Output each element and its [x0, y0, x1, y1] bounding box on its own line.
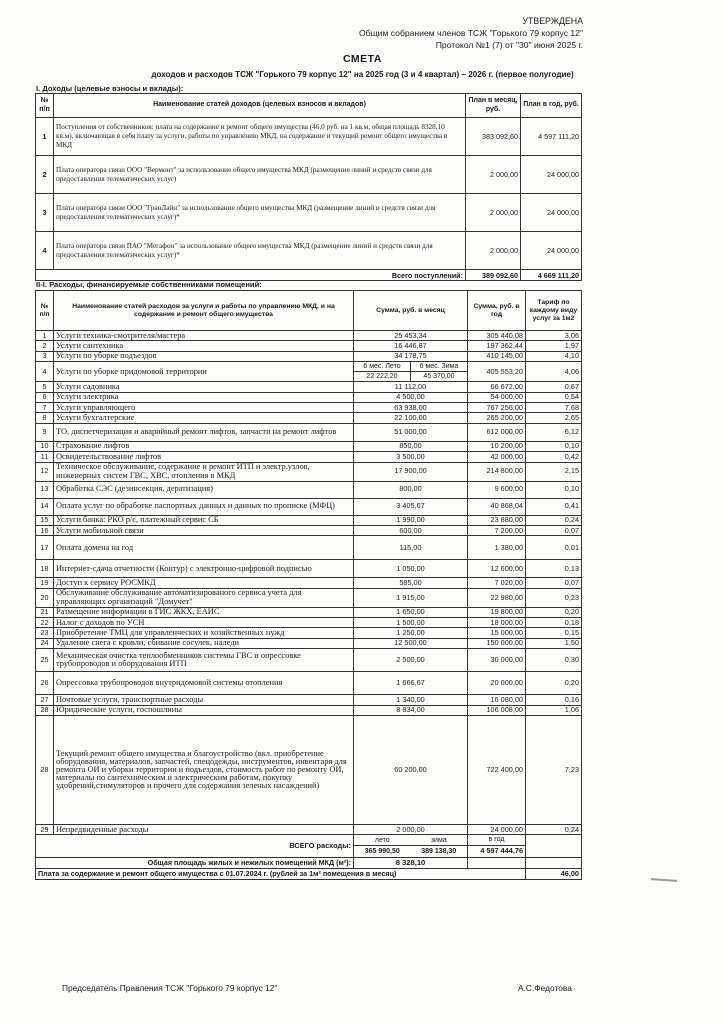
total-winter-label: зима	[430, 836, 447, 844]
expense-number: 16	[36, 525, 54, 535]
expense-number: 19	[36, 578, 54, 588]
total-year-label: в год	[468, 835, 526, 845]
expense-tariff: 0,42	[526, 452, 582, 462]
expense-tariff: 7,23	[526, 716, 582, 825]
table-row	[36, 452, 582, 462]
expense-number: 5	[36, 382, 54, 392]
expense-month: 11 112,00	[354, 382, 468, 392]
expense-number: 22	[36, 618, 54, 628]
expense-name: Размещение информации в ГИС ЖКХ, ЕАИС	[54, 607, 354, 617]
expense-number: 25	[36, 649, 54, 672]
table-row	[36, 628, 582, 638]
expense-year: 30 000,00	[468, 649, 526, 672]
table-row	[36, 382, 582, 392]
expense-number: 20	[36, 588, 54, 607]
table-row: 3 Плата оператора связи ООО "ГранЛайн" за использование общего имущества МКД (размещение линий и средств связи для предоставления телематических услуг)* 2 000,00 24 000,00	[36, 194, 582, 232]
expense-year: 54 000,00	[468, 392, 526, 402]
expense-year: 23 880,00	[468, 515, 526, 525]
document-title: СМЕТА	[342, 53, 383, 65]
table-row	[36, 536, 582, 560]
expense-tariff: 2,65	[526, 413, 582, 423]
table-row	[36, 498, 582, 515]
expense-number: 3	[36, 351, 54, 361]
table-row	[36, 341, 582, 351]
expense-name: Услуги банка: РКО р/с, платежный сервис СБ	[54, 515, 354, 525]
table-row	[36, 331, 582, 341]
expense-name: ТО, диспетчеризация и аварийный ремонт лифтов, запчасти на ремонт лифтов	[54, 423, 354, 441]
expense-month: 1 666,67	[354, 672, 468, 695]
expense-month: 17 900,00	[354, 462, 468, 481]
table-row	[36, 560, 582, 578]
income-section-title: I. Доходы (целевые взносы и вклады):	[36, 84, 184, 93]
table-row	[36, 481, 582, 498]
expense-number: 12	[36, 462, 54, 481]
approval-line2: Протокол №1 (7) от "30" июня 2025 г.	[435, 40, 583, 50]
month-split-cell	[354, 362, 468, 382]
table-row	[36, 716, 582, 825]
expense-tariff: 0,24	[526, 825, 582, 835]
expense-number: 28	[36, 716, 54, 825]
income-item-name: Плата оператора связи ООО "Вермонт" за использование общего имущества МКД (размещение линий и средств связи для предоставления телематических услуг)	[54, 156, 466, 194]
income-header-name: Наименование статей доходов (целевых взносов и вкладов)	[54, 94, 466, 118]
expense-year: 42 000,00	[468, 452, 526, 462]
expense-year: 305 440,08	[468, 331, 526, 341]
expense-month: 22 100,00	[354, 413, 468, 423]
expense-tariff: 7,68	[526, 402, 582, 412]
expense-year: 405 553,20	[468, 362, 526, 382]
summer-value: 22 222,20	[366, 373, 398, 381]
expense-name: Опрессовка трубопроводов внутридомовой системы отопления	[54, 672, 354, 695]
expense-month: 25 453,34	[354, 331, 468, 341]
expense-name: Оплата услуг по обработке паспортных данных и данных по прописке (МФЦ)	[54, 498, 354, 515]
expense-month: 1 050,00	[354, 560, 468, 578]
expense-name: Текущий ремонт общего имущества и благоустройство (вкл. приобретение оборудования, материалов, запчастей, спецодежды, инструментов, инвентаря для ремонта ОИ и уборки территории и подъездов, стоимость работ по ремонту ОИ, материалы по сантехническим и электрическим работам, покупку удобрений,стимуляторов и прочего для содержания зеленых насаждений)	[54, 716, 354, 825]
expense-year: 22 980,00	[468, 588, 526, 607]
expense-number: 4	[36, 362, 54, 382]
expense-name: Обслуживание обслуживание автоматизированого сервиса учета для управляющих организаций "Домучет"	[54, 588, 354, 607]
expense-month: 115,00	[354, 536, 468, 560]
expense-month: 1 250,00	[354, 628, 468, 638]
expense-name: Услуги по уборке подъездов	[54, 351, 354, 361]
table-row	[36, 413, 582, 423]
expense-year: 16 080,00	[468, 695, 526, 705]
expense-tariff: 1,06	[526, 705, 582, 715]
expense-number: 11	[36, 452, 54, 462]
income-item-name: Плата оператора связи ПАО "Мегафон" за использование общего имущества МКД (размещение линий и средств связи для предоставления телематических услуг)*	[54, 232, 466, 270]
fee-value: 46,00	[526, 868, 582, 879]
expense-number: 21	[36, 607, 54, 617]
table-row	[36, 462, 582, 481]
expense-tariff: 6,12	[526, 423, 582, 441]
approval-line1: Общим собранием членов ТСЖ "Горького 79 корпус 12"	[359, 28, 583, 38]
expense-name: Услуги управляющего	[54, 402, 354, 412]
expense-tariff: 0,10	[526, 481, 582, 498]
expense-tariff: 0,10	[526, 441, 582, 451]
expense-name: Услуги сантехника	[54, 341, 354, 351]
expense-month: 1 650,00	[354, 607, 468, 617]
expense-month: 1 990,00	[354, 515, 468, 525]
expense-month: 2 000,00	[354, 825, 468, 835]
expense-name: Техническое обслуживание, содержание и ремонт ИТП и электр.узлов, инженерных систем ГВС, ХВС, отопления в МКД	[54, 462, 354, 481]
expense-month: 1 915,00	[354, 588, 468, 607]
winter-label: 6 мес. Зима	[410, 362, 467, 371]
winter-value: 45 370,00	[410, 372, 467, 381]
expense-number: 13	[36, 481, 54, 498]
expense-number: 18	[36, 560, 54, 578]
expense-month: 1 340,00	[354, 695, 468, 705]
expense-number: 17	[36, 536, 54, 560]
approval-title: УТВЕРЖДЕНА	[522, 16, 583, 26]
expense-tariff: 0,13	[526, 560, 582, 578]
expense-year: 66 672,00	[468, 382, 526, 392]
expense-tariff: 0,20	[526, 672, 582, 695]
expense-tariff: 0,54	[526, 392, 582, 402]
table-row: 1 Поступления от собственников: плата на содержание и ремонт общего имущества (46,0 руб. на 1 кв.м, общая площадь 8328,10 кв.м), включающая в себя плату за услуги, работы по управлению МКД, на содержание и текущий ремонт общего имущества в МКД 383 092,60 4 597 111,20	[36, 118, 582, 156]
expense-tariff: 0,67	[526, 382, 582, 392]
income-total-month: 389 092,60	[466, 270, 521, 281]
expense-name: Услуги по уборке придомовой территории	[54, 362, 354, 382]
table-row	[36, 423, 582, 441]
income-total-label: Всего поступлений:	[36, 270, 466, 281]
summer-label: 6 мес. Лето	[363, 363, 401, 371]
expense-month: 34 178,75	[354, 351, 468, 361]
total-year-value: 4 597 444,76	[468, 845, 526, 857]
expense-number: 2	[36, 341, 54, 351]
expense-year: 1 380,00	[468, 536, 526, 560]
expenses-total-label: ВСЕГО расходы:	[36, 835, 354, 857]
expense-number: 1	[36, 331, 54, 341]
expense-tariff: 0,16	[526, 695, 582, 705]
expense-tariff: 4,10	[526, 351, 582, 361]
expenses-header-no: № п/п	[36, 291, 54, 331]
expense-tariff: 0,30	[526, 649, 582, 672]
expense-tariff: 0,23	[526, 588, 582, 607]
expense-year: 12 600,00	[468, 560, 526, 578]
expense-number: 9	[36, 423, 54, 441]
expense-number: 23	[36, 628, 54, 638]
expense-tariff: 0,01	[526, 536, 582, 560]
expense-name: Оплата домена на год	[54, 536, 354, 560]
expense-tariff: 3,06	[526, 331, 582, 341]
table-row	[36, 638, 582, 648]
area-label: Общая площадь жилых и нежилых помещений МКД (м²):	[36, 857, 354, 868]
expense-year: 18 000,00	[468, 618, 526, 628]
expense-number: 6	[36, 392, 54, 402]
expense-number: 29	[36, 825, 54, 835]
expense-name: Страхование лифтов	[54, 441, 354, 451]
table-row	[36, 515, 582, 525]
expense-name: Почтовые услуги, транспортные расходы	[54, 695, 354, 705]
expense-year: 15 000,00	[468, 628, 526, 638]
expense-month: 3 500,00	[354, 452, 468, 462]
expense-name: Услуги садовника	[54, 382, 354, 392]
expense-month: 63 938,00	[354, 402, 468, 412]
fee-label: Плата за содержание и ремонт общего имущества с 01.07.2024 г. (рублей за 1м² помещения в месяц)	[36, 868, 526, 879]
expense-tariff: 0,07	[526, 525, 582, 535]
document-subtitle: доходов и расходов ТСЖ "Горького 79 корпус 12" на 2025 год (3 и 4 квартал) – 2026 г. (первое полугодие)	[151, 70, 574, 79]
expense-month: 850,00	[354, 441, 468, 451]
table-row	[36, 362, 582, 382]
expense-year: 722 400,00	[468, 716, 526, 825]
expense-year: 19 800,00	[468, 607, 526, 617]
expense-tariff: 1,50	[526, 638, 582, 648]
table-row	[36, 672, 582, 695]
expense-number: 14	[36, 498, 54, 515]
income-item-name: Плата оператора связи ООО "ГранЛайн" за использование общего имущества МКД (размещение линий и средств связи для предоставления телематических услуг)*	[54, 194, 466, 232]
expense-month: 60 200,00	[354, 716, 468, 825]
expense-name: Интернет-сдача отчетности (Контур) с электронно-цифровой подписью	[54, 560, 354, 578]
expense-year: 767 256,00	[468, 402, 526, 412]
expense-name: Обработка СЭС (дезинсекция, дератизация)	[54, 481, 354, 498]
expense-name: Услуги электрика	[54, 392, 354, 402]
expense-year: 106 008,00	[468, 705, 526, 715]
income-total-row	[36, 270, 582, 281]
expenses-header-month: Сумма, руб. в месяц	[354, 291, 468, 331]
expense-year: 214 800,00	[468, 462, 526, 481]
table-row	[36, 825, 582, 835]
table-row: 4 Плата оператора связи ПАО "Мегафон" за использование общего имущества МКД (размещение линий и средств связи для предоставления телематических услуг)* 2 000,00 24 000,00	[36, 232, 582, 270]
expense-year: 40 868,04	[468, 498, 526, 515]
table-row	[36, 588, 582, 607]
expense-year: 20 000,00	[468, 672, 526, 695]
expenses-header-year: Сумма, руб. в год	[468, 291, 526, 331]
expense-month: 585,00	[354, 578, 468, 588]
total-summer-label: лето	[374, 836, 390, 844]
table-row: 2 Плата оператора связи ООО "Вермонт" за использование общего имущества МКД (размещение линий и средств связи для предоставления телематических услуг) 2 000,00 24 000,00	[36, 156, 582, 194]
expense-tariff: 0,20	[526, 607, 582, 617]
expense-name: Непредвиденные расходы	[54, 825, 354, 835]
expense-name: Доступ к сервису РОСМКД	[54, 578, 354, 588]
table-row	[36, 402, 582, 412]
expense-number: 27	[36, 695, 54, 705]
expense-number: 7	[36, 402, 54, 412]
area-value: 8 328,10	[354, 857, 468, 868]
table-row	[36, 351, 582, 361]
table-row	[36, 649, 582, 672]
footer-signatory: А.С.Федотова	[518, 983, 572, 993]
expense-month: 12 500,00	[354, 638, 468, 648]
table-row	[36, 441, 582, 451]
expense-number: 10	[36, 441, 54, 451]
expenses-section-title: II-I. Расходы, финансируемые собственниками помещений:	[36, 280, 262, 289]
expense-month: 1 500,00	[354, 618, 468, 628]
expense-year: 9 600,00	[468, 481, 526, 498]
income-header-year: План в год, руб.	[521, 94, 582, 118]
expense-month: 16 446,87	[354, 341, 468, 351]
income-header-month: План в месяц, руб.	[466, 94, 521, 118]
total-summer-value: 365 990,50	[364, 847, 400, 855]
expense-year: 150 000,00	[468, 638, 526, 648]
footer-chairman: Председатель Правления ТСЖ "Горького 79 корпус 12"	[62, 983, 278, 993]
expense-name: Услуги бухгалтерские	[54, 413, 354, 423]
expense-number: 8	[36, 413, 54, 423]
table-row	[36, 607, 582, 617]
table-row	[36, 705, 582, 715]
expense-tariff: 0,15	[526, 628, 582, 638]
expenses-header-tariff: Тариф по каждому виду услуг за 1м2	[526, 291, 582, 331]
expense-name: Механическая очистка теплообменников системы ГВС и опрессовке трубопроводов и оборудования ИТП	[54, 649, 354, 672]
expenses-header-name: Наименование статей расходов за услуги и работы по управлению МКД, и на содержание и ремонт общего имущества	[54, 291, 354, 331]
income-header-no: № п/п	[36, 94, 54, 118]
expense-name: Налог с доходов по УСН	[54, 618, 354, 628]
expense-year: 265 200,00	[468, 413, 526, 423]
approval-block	[283, 15, 583, 51]
table-row	[36, 695, 582, 705]
expense-year: 612 000,00	[468, 423, 526, 441]
expense-year: 24 000,00	[468, 825, 526, 835]
table-row	[36, 525, 582, 535]
income-total-year: 4 669 111,20	[521, 270, 582, 281]
expense-tariff: 0,07	[526, 578, 582, 588]
expense-month: 8 834,00	[354, 705, 468, 715]
expense-month: 800,00	[354, 481, 468, 498]
expense-number: 26	[36, 672, 54, 695]
expense-tariff: 0,41	[526, 498, 582, 515]
expense-tariff: 0,24	[526, 515, 582, 525]
expense-name: Приобретение ТМЦ для управленческих и хозяйственных нужд	[54, 628, 354, 638]
expense-month: 2 500,00	[354, 649, 468, 672]
expense-tariff: 4,06	[526, 362, 582, 382]
expense-name: Услуги мобильной связи	[54, 525, 354, 535]
expense-month: 51 000,00	[354, 423, 468, 441]
expense-name: Услуги техника-смотрителя/мастера	[54, 331, 354, 341]
table-row	[36, 618, 582, 628]
expense-month: 600,00	[354, 525, 468, 535]
expense-tariff: 1,97	[526, 341, 582, 351]
expense-year: 410 145,00	[468, 351, 526, 361]
expense-month: 3 405,67	[354, 498, 468, 515]
expense-number: 24	[36, 638, 54, 648]
total-winter-value: 389 138,30	[421, 847, 457, 855]
expense-name: Юридические услуги, госпошлины	[54, 705, 354, 715]
income-table	[35, 93, 582, 281]
table-row	[36, 392, 582, 402]
expense-year: 10 200,00	[468, 441, 526, 451]
expense-year: 7 200,00	[468, 525, 526, 535]
income-item-name: Поступления от собственников: плата на содержание и ремонт общего имущества (46,0 руб. на 1 кв.м, общая площадь 8328,10 кв.м), включающая в себя плату за услуги, работы по управлению МКД, на содержание и текущий ремонт общего имущества в МКД	[54, 118, 466, 156]
expense-month: 4 500,00	[354, 392, 468, 402]
expense-year: 7 020,00	[468, 578, 526, 588]
expense-number: 28	[36, 705, 54, 715]
expense-year: 197 362,44	[468, 341, 526, 351]
expense-name: Удаление снега с кровли, сбивание сосулек, наледи	[54, 638, 354, 648]
expense-name: Освидетельствование лифтов	[54, 452, 354, 462]
scan-artifact	[651, 878, 677, 882]
expenses-table	[35, 290, 582, 880]
expense-number: 15	[36, 515, 54, 525]
expense-tariff: 2,15	[526, 462, 582, 481]
expense-tariff: 0,18	[526, 618, 582, 628]
table-row	[36, 578, 582, 588]
